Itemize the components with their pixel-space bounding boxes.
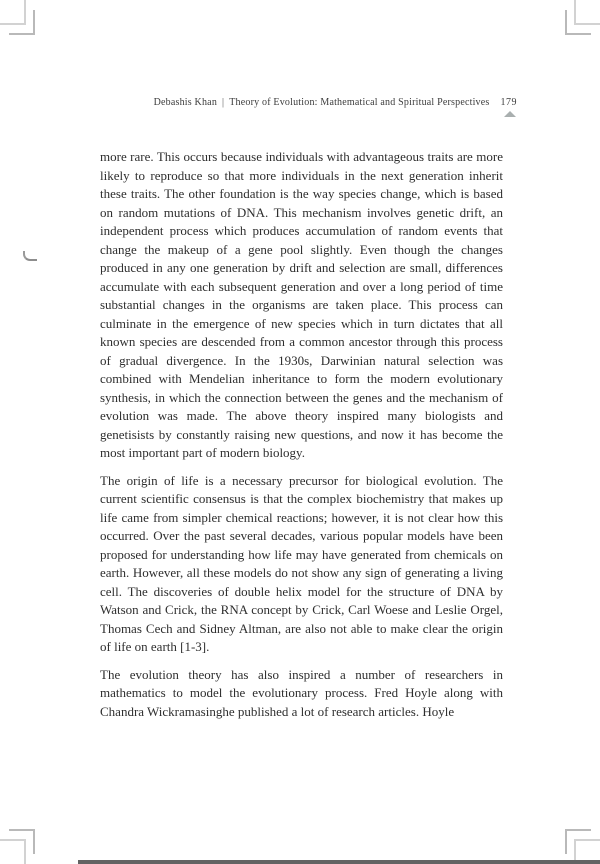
corner-mark-bottom-left-inner xyxy=(9,829,35,854)
header-author: Debashis Khan xyxy=(153,97,218,108)
page-body xyxy=(100,148,503,721)
body-paragraph: The evolution theory has also inspired a number of researchers in mathematics to model the evolutionary process. Fred Hoyle along with Chandra Wickramasinghe published a lot of research articles. Hoyle xyxy=(100,666,503,719)
corner-mark-top-left-inner xyxy=(9,10,35,35)
page-number: 179 xyxy=(500,97,517,108)
body-paragraph: The origin of life is a necessary precursor for biological evolution. The current scientific consensus is that the complex biochemistry that makes up life came from simpler chemical reactions; however, it is not clear how this occurred. Over the past several decades, various popular models have been proposed for understanding how life may have generated from chemicals on earth. However, all these models do not show any sign of generating a living cell. The discoveries of double helix model for the structure of DNA by Watson and Crick, the RNA concept by Crick, Carl Woese and Leslie Orgel, Thomas Cech and Sidney Altman, are also not able to make clear the origin of life on earth [1-3]. xyxy=(100,472,503,654)
scan-edge-bar xyxy=(78,860,600,864)
up-triangle-icon xyxy=(504,111,516,117)
body-paragraph: more rare. This occurs because individuals with advantageous traits are more likely to reproduce so that more individuals in the next generation inherit these traits. The other foundation is the way species change, which is based on random mutations of DNA. This mechanism involves genetic drift, an independent process which produces accumulation of random events that change the makeup of a gene pool slightly. Even though the changes produced in any one generation by drift and selection are small, differences accumulate with each subsequent generation and over a long period of time substantial changes in the organisms are taken place. This process can culminate in the emergence of new species which in turn dictates that all known species are descended from a common ancestor through this process of gradual divergence. In the 1930s, Darwinian natural selection was combined with Mendelian inheritance to form the modern evolutionary synthesis, in which the connection between the genes and the mechanism of evolution was made. The above theory inspired many biologists and genetisists by constantly raising new questions, and now it has become the most important part of modern biology. xyxy=(100,149,503,460)
header-book-title: Theory of Evolution: Mathematical and Spiritual Perspectives xyxy=(229,97,490,108)
running-header xyxy=(100,97,517,108)
corner-mark-top-right-inner xyxy=(565,10,591,35)
corner-mark-bottom-right-inner xyxy=(565,829,591,854)
header-separator: | xyxy=(222,97,225,108)
scan-artifact-hook xyxy=(23,251,37,261)
